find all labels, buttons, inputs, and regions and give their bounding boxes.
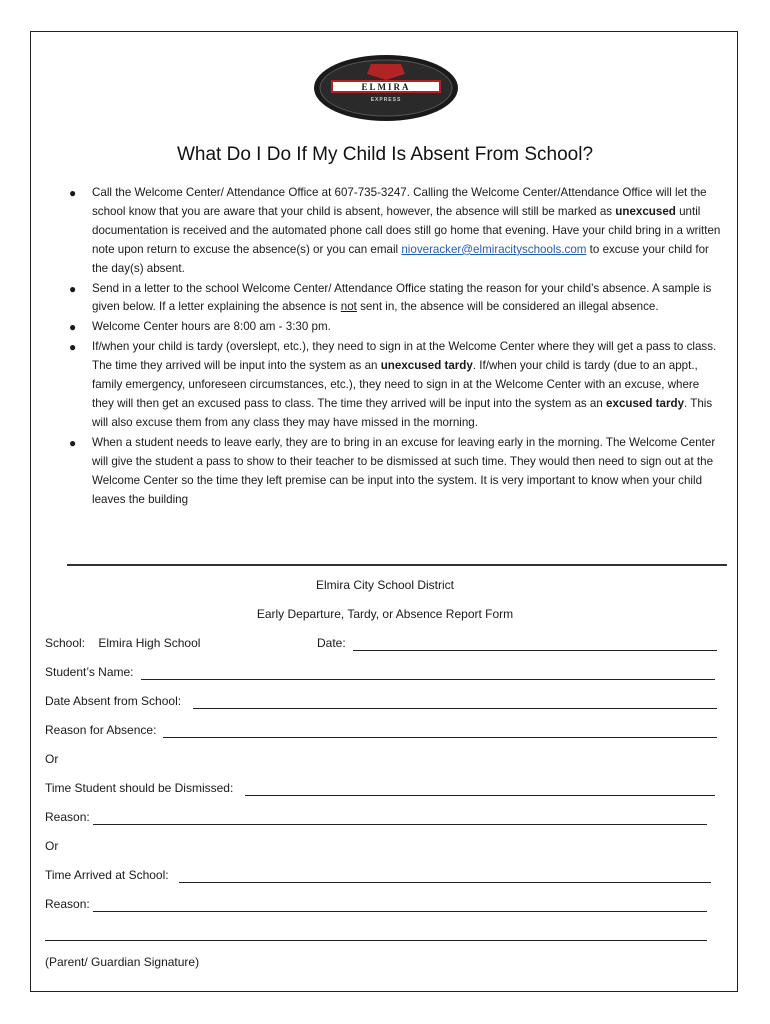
school-label: School: <box>45 636 86 650</box>
bullet-icon: ● <box>69 340 77 355</box>
bullet-icon: ● <box>69 320 77 335</box>
reason-label: Reason: <box>45 897 90 911</box>
dismissed-row <box>45 781 725 795</box>
arrived-row <box>45 868 725 882</box>
list-item: ● Call the Welcome Center/ Attendance Office at 607-735-3247. Calling the Welcome Center/Attendance Office will let the school know that you are aware that your child is absent, however, the absence will still be marked as unexcused until documentation is received and the automated phone call does still go home that evening. Have your child bring in a written note upon return to excuse the absence(s) or you can email nioveracker@elmiracityschools.com to excuse your child for the day(s) absent. <box>69 186 721 275</box>
signature-caption: (Parent/ Guardian Signature) <box>45 955 200 969</box>
instructions-list <box>69 184 721 509</box>
elmira-express-logo <box>313 54 459 122</box>
bullet-icon: ● <box>69 186 77 200</box>
reason-field[interactable] <box>93 900 707 912</box>
list-item: ● Welcome Center hours are 8:00 am - 3:30 pm. <box>69 318 721 337</box>
school-row <box>45 636 725 650</box>
date-absent-field[interactable] <box>193 697 717 709</box>
email-link[interactable]: nioveracker@elmiracityschools.com <box>401 242 587 256</box>
signature-field[interactable] <box>45 929 707 941</box>
district-name: Elmira City School District <box>315 578 455 592</box>
date-absent-label: Date Absent from School: <box>45 694 182 708</box>
list-item: ● Send in a letter to the school Welcome Center/ Attendance Office stating the reason for your child’s absence. A sample is given below. If a letter explaining the absence is not sent in, the absence will be considered an illegal absence. <box>69 281 712 314</box>
or-label: Or <box>45 839 59 853</box>
bullet-icon: ● <box>69 435 77 450</box>
logo-text: ELMIRA <box>361 82 411 92</box>
reason-absence-field[interactable] <box>163 726 717 738</box>
or-label: Or <box>45 752 59 766</box>
dismissed-time-field[interactable] <box>245 784 715 796</box>
bullet-icon: ● <box>69 281 77 296</box>
reason-row <box>45 897 725 911</box>
date-absent-row <box>45 694 725 708</box>
list-item: ● When a student needs to leave early, they are to bring in an excuse for leaving early in the morning. The Welcome Center will give the student a pass to show to their teacher to be dismissed at such time. They would then need to sign out at the Welcome Center so the time they left premise can be input into the system. It is very important to know when your child leaves the building <box>69 435 716 506</box>
dismissed-label: Time Student should be Dismissed: <box>45 781 234 795</box>
list-item: ● If/when your child is tardy (overslept, etc.), they need to sign in at the Welcome Center where they will get a pass to class. The time they arrived will be input into the system as an unexcused tardy. If/when your child is tardy (due to an appt., family emergency, unforeseen circumstances, etc.), they need to sign in at the Welcome Center with an excuse, where they will then get an excused pass to class. The time they arrived will be input into the system as an excused tardy. This will also excuse them from any class they may have missed in the morning. <box>69 340 717 429</box>
logo-subtext: EXPRESS <box>370 97 402 103</box>
form-title: Early Departure, Tardy, or Absence Report Form <box>256 607 514 621</box>
student-name-row <box>45 665 725 679</box>
arrived-label: Time Arrived at School: <box>45 868 169 882</box>
date-field[interactable] <box>353 639 717 651</box>
student-name-field[interactable] <box>141 668 715 680</box>
document-page <box>30 31 738 992</box>
section-divider <box>67 564 727 566</box>
reason-row <box>45 810 725 824</box>
reason-label: Reason: <box>45 810 90 824</box>
reason-field[interactable] <box>93 813 707 825</box>
student-name-label: Student’s Name: <box>45 665 134 679</box>
reason-absence-label: Reason for Absence: <box>45 723 157 737</box>
arrived-time-field[interactable] <box>179 871 711 883</box>
page-title: What Do I Do If My Child Is Absent From School? <box>176 144 594 165</box>
date-label: Date: <box>317 636 346 650</box>
reason-absence-row <box>45 723 725 737</box>
school-value: Elmira High School <box>98 636 201 650</box>
